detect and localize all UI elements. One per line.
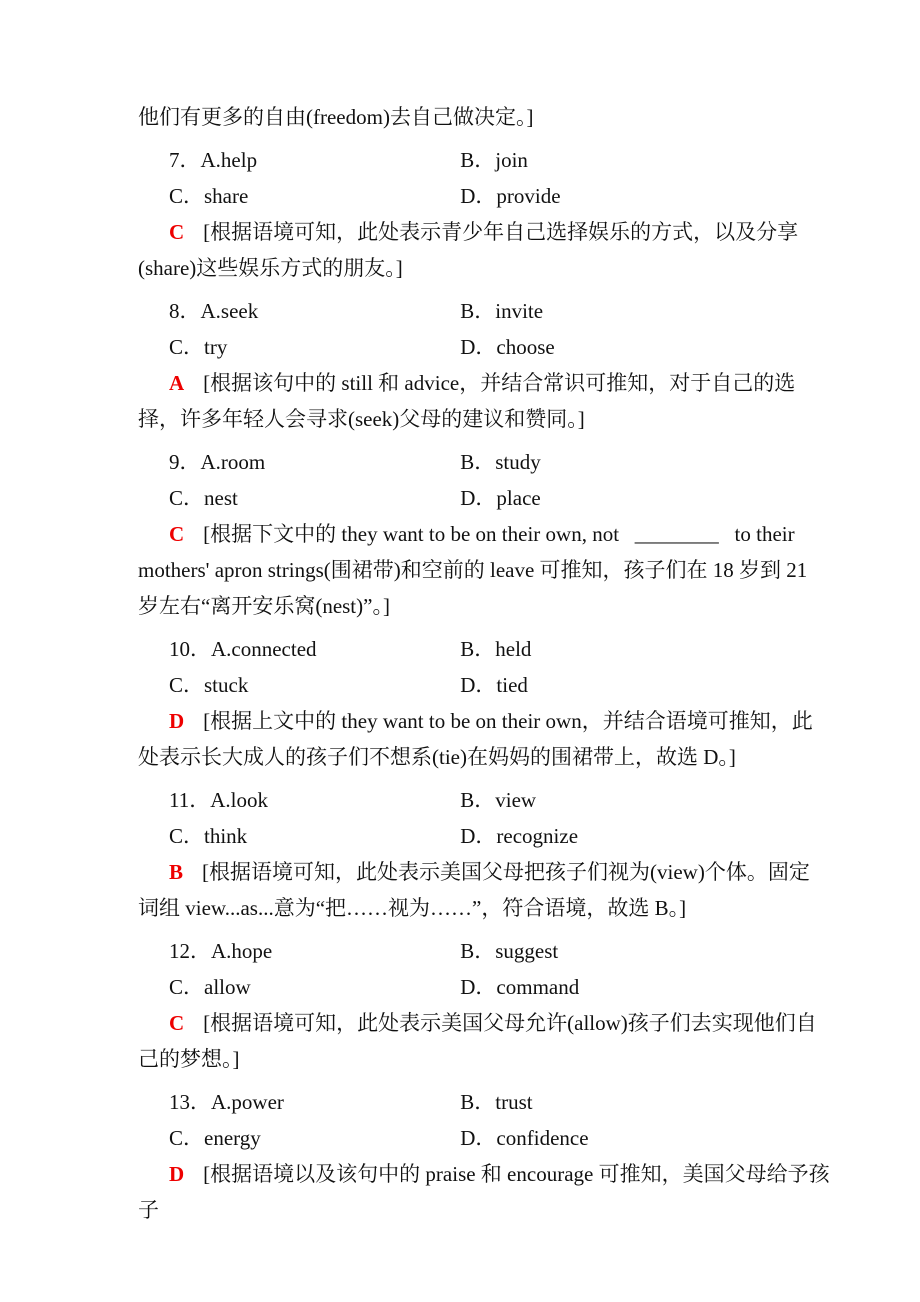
question-block	[138, 444, 830, 624]
question-block	[138, 782, 830, 926]
explanation	[138, 365, 830, 437]
options-row-ab	[138, 444, 830, 480]
explanation-text: [根据语境以及该句中的 praise 和 encourage 可推知，美国父母给予孩子	[138, 1162, 830, 1222]
explanation-text: [根据语境可知，此处表示青少年自己选择娱乐的方式，以及分享(share)这些娱乐方式的朋友。]	[138, 220, 799, 280]
option-b: B．view	[460, 788, 537, 812]
explanation-text: [根据下文中的 they want to be on their own, not ________ to their mothers' apron strings(围裙带)和空前的 leave 可推知，孩子们在 18 岁到 21 岁左右“离开安乐窝(nest)”。]	[138, 522, 813, 618]
options-row-cd	[138, 667, 830, 703]
option-d: D．place	[460, 486, 541, 510]
options-row-cd	[138, 818, 830, 854]
answer-letter: D	[169, 709, 185, 733]
option-a: A.help	[200, 148, 258, 172]
question-block	[138, 631, 830, 775]
option-c: C．try	[169, 335, 228, 359]
question-number: 10．	[169, 637, 211, 661]
options-row-cd	[138, 329, 830, 365]
option-c: C．stuck	[169, 673, 249, 697]
option-cell-a	[169, 933, 455, 969]
answer-letter: C	[169, 1011, 185, 1035]
option-a: A.hope	[211, 939, 273, 963]
explanation	[138, 516, 830, 624]
options-row-ab	[138, 1084, 830, 1120]
answer-letter: C	[169, 522, 185, 546]
explanation-text: [根据上文中的 they want to be on their own，并结合语境可推知，此处表示长大成人的孩子们不想系(tie)在妈妈的围裙带上，故选 D。]	[138, 709, 813, 769]
question-number: 12．	[169, 939, 211, 963]
options-row-cd	[138, 178, 830, 214]
question-number: 11．	[169, 788, 211, 812]
question-block	[138, 293, 830, 437]
option-b: B．study	[460, 450, 541, 474]
explanation-text: [根据语境可知，此处表示美国父母允许(allow)孩子们去实现他们自己的梦想。]	[138, 1011, 817, 1071]
option-b: B．suggest	[460, 939, 559, 963]
option-b: B．invite	[460, 299, 544, 323]
question-number: 7．	[169, 148, 201, 172]
option-b: B．trust	[460, 1090, 533, 1114]
option-b: B．held	[460, 637, 532, 661]
options-row-ab	[138, 631, 830, 667]
question-block	[138, 933, 830, 1077]
option-c: C．nest	[169, 486, 238, 510]
option-d: D．choose	[460, 335, 555, 359]
option-a: A.power	[211, 1090, 284, 1114]
options-row-ab	[138, 142, 830, 178]
intro-continuation-line: 他们有更多的自由(freedom)去自己做决定。]	[138, 105, 534, 129]
question-number: 13．	[169, 1090, 211, 1114]
option-a: A.connected	[211, 637, 317, 661]
explanation	[138, 1005, 830, 1077]
option-d: D．recognize	[460, 824, 579, 848]
option-cell-a	[169, 444, 455, 480]
options-row-ab	[138, 782, 830, 818]
answer-letter: D	[169, 1162, 185, 1186]
question-number: 9．	[169, 450, 201, 474]
explanation-text: [根据语境可知，此处表示美国父母把孩子们视为(view)个体。固定词组 view...as...意为“把……视为……”，符合语境，故选 B。]	[138, 860, 810, 920]
option-cell-a	[169, 293, 455, 329]
option-c: C．share	[169, 184, 249, 208]
option-cell-a	[169, 142, 455, 178]
explanation	[138, 703, 830, 775]
option-b: B．join	[460, 148, 528, 172]
option-a: A.seek	[200, 299, 259, 323]
options-row-ab	[138, 933, 830, 969]
question-block	[138, 142, 830, 286]
options-row-cd	[138, 1120, 830, 1156]
option-d: D．provide	[460, 184, 561, 208]
explanation	[138, 854, 830, 926]
answer-letter: C	[169, 220, 185, 244]
options-row-cd	[138, 969, 830, 1005]
answer-letter: B	[169, 860, 184, 884]
questions-list	[138, 142, 830, 1228]
question-number: 8．	[169, 299, 201, 323]
explanation	[138, 1156, 830, 1228]
explanation	[138, 214, 830, 286]
options-row-cd	[138, 480, 830, 516]
option-d: D．confidence	[460, 1126, 589, 1150]
option-cell-a	[169, 631, 455, 667]
option-cell-a	[169, 782, 455, 818]
answer-letter: A	[169, 371, 185, 395]
option-a: A.room	[200, 450, 266, 474]
option-c: C．allow	[169, 975, 251, 999]
explanation-text: [根据该句中的 still 和 advice，并结合常识可推知，对于自己的选择，许多年轻人会寻求(seek)父母的建议和赞同。]	[138, 371, 796, 431]
option-d: D．command	[460, 975, 580, 999]
option-a: A.look	[210, 788, 268, 812]
question-block	[138, 1084, 830, 1228]
option-c: C．energy	[169, 1126, 261, 1150]
option-c: C．think	[169, 824, 248, 848]
option-cell-a	[169, 1084, 455, 1120]
options-row-ab	[138, 293, 830, 329]
option-d: D．tied	[460, 673, 528, 697]
